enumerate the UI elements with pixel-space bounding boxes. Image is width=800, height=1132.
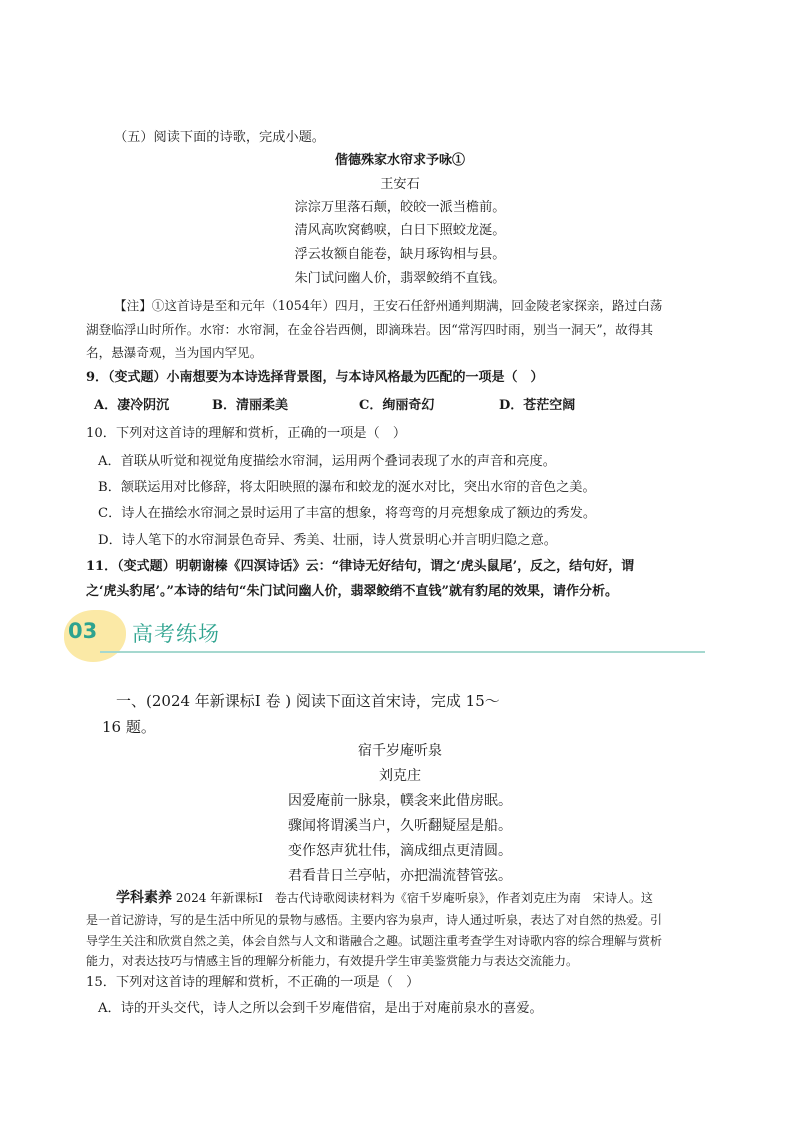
poem-author: 王安石 [380, 177, 420, 192]
q9-option-a[interactable]: A．凄冷阴沉 [94, 398, 170, 413]
literacy-text: 能力，对表达技巧与情感主旨的理解分析能力，有效提升学生审美鉴赏能力与表达交流能力。 [86, 954, 579, 968]
q10-option-a[interactable]: A．首联从听觉和视觉角度描绘水帘洞，运用两个叠词表现了水的声音和亮度。 [98, 454, 556, 469]
exam-poem-title: 宿千岁庵听泉 [358, 743, 442, 759]
literacy-text: 导学生关注和欣赏自然之美，体会自然与人文和谐融合之趣。试题注重考查学生对诗歌内容的综合理解与赏析 [86, 934, 663, 948]
question-10-stem: 10．下列对这首诗的理解和赏析，正确的一项是（ ） [86, 426, 407, 441]
q9-option-c[interactable]: C．绚丽奇幻 [359, 398, 435, 413]
section-number: 03 [68, 619, 98, 643]
q9-option-b[interactable]: B．清丽柔美 [212, 398, 288, 413]
section-intro: （五）阅读下面的诗歌，完成小题。 [114, 130, 325, 145]
poem-line: 浮云妆额自能卷，缺月琢钩相与县。 [294, 247, 506, 262]
poem-line: 朱门试问幽人价，翡翠鲛绡不直钱。 [294, 271, 506, 286]
exam-poem-line: 因爱庵前一脉泉，幞衾来此借房眠。 [288, 793, 512, 809]
poem-line: 清风高吹窝鹤唳，白日下照蛟龙涎。 [294, 223, 506, 238]
q9-option-d[interactable]: D．苍茫空阔 [499, 398, 576, 413]
literacy-paragraph [116, 887, 653, 907]
question-9-stem: 9．（变式题）小南想要为本诗选择背景图，与本诗风格最为匹配的一项是（ ） [86, 370, 544, 385]
poem-note: 湖登临浮山时所作。水帘：水帘洞，在金谷岩西侧，即滴珠岩。因“常泻四时雨，别当一洞天”，故得其 [86, 322, 654, 337]
literacy-label: 学科素养 [116, 890, 172, 906]
question-11-line: 之‘虎头豹尾’。”本诗的结句“朱门试问幽人价，翡翠鲛绡不直钱”就有豹尾的效果，请作分析。 [86, 584, 618, 599]
exam-poem-line: 君看昔日兰亭帖，亦把湍流替管弦。 [288, 868, 512, 884]
exam-poem-line: 骤闻将谓溪当户，久听翻疑屋是船。 [288, 818, 512, 834]
question-15-stem: 15．下列对这首诗的理解和赏析，不正确的一项是（ ） [86, 975, 420, 990]
poem-title: 偕德殊家水帘求予咏① [334, 153, 465, 168]
poem-line: 淙淙万里落石颠，皎皎一派当檐前。 [294, 200, 506, 215]
literacy-text: 是一首记游诗，写的是生活中所见的景物与感悟。主要内容为泉声，诗人通过听泉，表达了对自然的热爱。引 [86, 913, 663, 927]
q9-options [94, 394, 575, 413]
exam-intro-cont: 16 题。 [102, 718, 156, 736]
section-title: 高考练场 [132, 622, 220, 646]
section-divider [100, 651, 705, 653]
q10-option-d[interactable]: D．诗人笔下的水帘洞景色奇异、秀美、壮丽，诗人赏景明心并言明归隐之意。 [98, 533, 557, 548]
exam-intro: 一、(2024 年新课标Ⅰ 卷 ) 阅读下面这首宋诗，完成 15～ [116, 692, 500, 710]
literacy-text: 2024 年新课标Ⅰ 卷古代诗歌阅读材料为《宿千岁庵听泉》，作者刘克庄为南 宋诗人。这 [172, 891, 653, 905]
q10-option-c[interactable]: C．诗人在描绘水帘洞之景时运用了丰富的想象，将弯弯的月亮想象成了额边的秀发。 [98, 506, 597, 521]
poem-note: 名，悬瀑奇观，当为国内罕见。 [86, 345, 263, 360]
question-11-line: 11．（变式题）明朝谢榛《四溟诗话》云：“律诗无好结句，谓之‘虎头鼠尾’，反之，结句好，谓 [86, 559, 635, 574]
poem-note: 【注】①这首诗是至和元年（1054年）四月，王安石任舒州通判期满，回金陵老家探亲，路过白荡 [114, 298, 663, 313]
exam-poem-line: 变作怒声犹壮伟，滴成细点更清圆。 [288, 843, 512, 859]
q10-option-b[interactable]: B．颔联运用对比修辞，将太阳映照的瀑布和蛟龙的涎水对比，突出水帘的音色之美。 [98, 480, 596, 495]
exam-poem-author: 刘克庄 [379, 768, 421, 784]
q15-option-a[interactable]: A．诗的开头交代，诗人之所以会到千岁庵借宿，是出于对庵前泉水的喜爱。 [98, 1001, 543, 1016]
